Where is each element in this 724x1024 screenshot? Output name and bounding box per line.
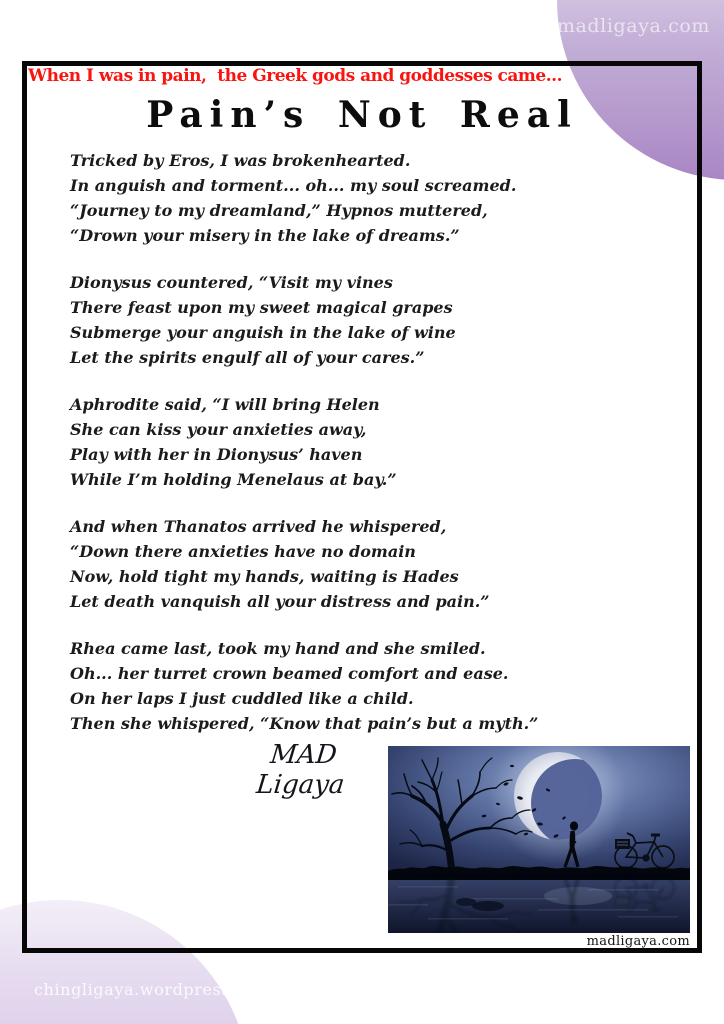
poem-line: Submerge your anguish in the lake of wine: [70, 323, 456, 342]
stanza-5: [70, 636, 538, 736]
author-signature: MAD Ligaya: [254, 740, 346, 800]
poem-line: Let the spirits engulf all of your cares.”: [70, 348, 425, 367]
poem-line: And when Thanatos arrived he whispered,: [70, 517, 447, 536]
figure-caption: madligaya.com: [586, 934, 690, 949]
poem-line: “Down there anxieties have no domain: [70, 542, 416, 561]
poem-line: “Journey to my dreamland,” Hypnos muttered,: [70, 201, 488, 220]
poem-line: In anguish and torment... oh... my soul screamed.: [70, 176, 517, 195]
poem-line: While I’m holding Menelaus at bay.”: [70, 470, 397, 489]
poem-line: Then she whispered, “Know that pain’s but a myth.”: [70, 714, 539, 733]
poem-body: [70, 148, 538, 758]
poem-line: On her laps I just cuddled like a child.: [70, 689, 414, 708]
night-scene-image: [388, 746, 690, 933]
poem-line: Tricked by Eros, I was brokenhearted.: [70, 151, 411, 170]
watermark-top-right: madligaya.com: [556, 15, 710, 37]
poem-line: Play with her in Dionysus’ haven: [70, 445, 363, 464]
poem-line: Dionysus countered, “Visit my vines: [70, 273, 393, 292]
poem-line: She can kiss your anxieties away,: [70, 420, 367, 439]
poem-line: “Drown your misery in the lake of dreams.”: [70, 226, 460, 245]
night-scene-figure: [388, 746, 690, 949]
kicker-line: When I was in pain, the Greek gods and goddesses came...: [28, 66, 562, 86]
watermark-bottom-left: chingligaya.wordpress.com: [34, 980, 272, 999]
stanza-1: [70, 148, 538, 248]
poem-line: Now, hold tight my hands, waiting is Hades: [70, 567, 459, 586]
poem-line: Aphrodite said, “I will bring Helen: [70, 395, 380, 414]
poem-line: Rhea came last, took my hand and she smiled.: [70, 639, 486, 658]
poem-line: There feast upon my sweet magical grapes: [70, 298, 453, 317]
stanza-2: [70, 270, 538, 370]
poem-line: Let death vanquish all your distress and pain.”: [70, 592, 490, 611]
stanza-4: [70, 514, 538, 614]
stanza-3: [70, 392, 538, 492]
poem-title: Pain’s Not Real: [146, 94, 578, 136]
poem-line: Oh... her turret crown beamed comfort and ease.: [70, 664, 509, 683]
